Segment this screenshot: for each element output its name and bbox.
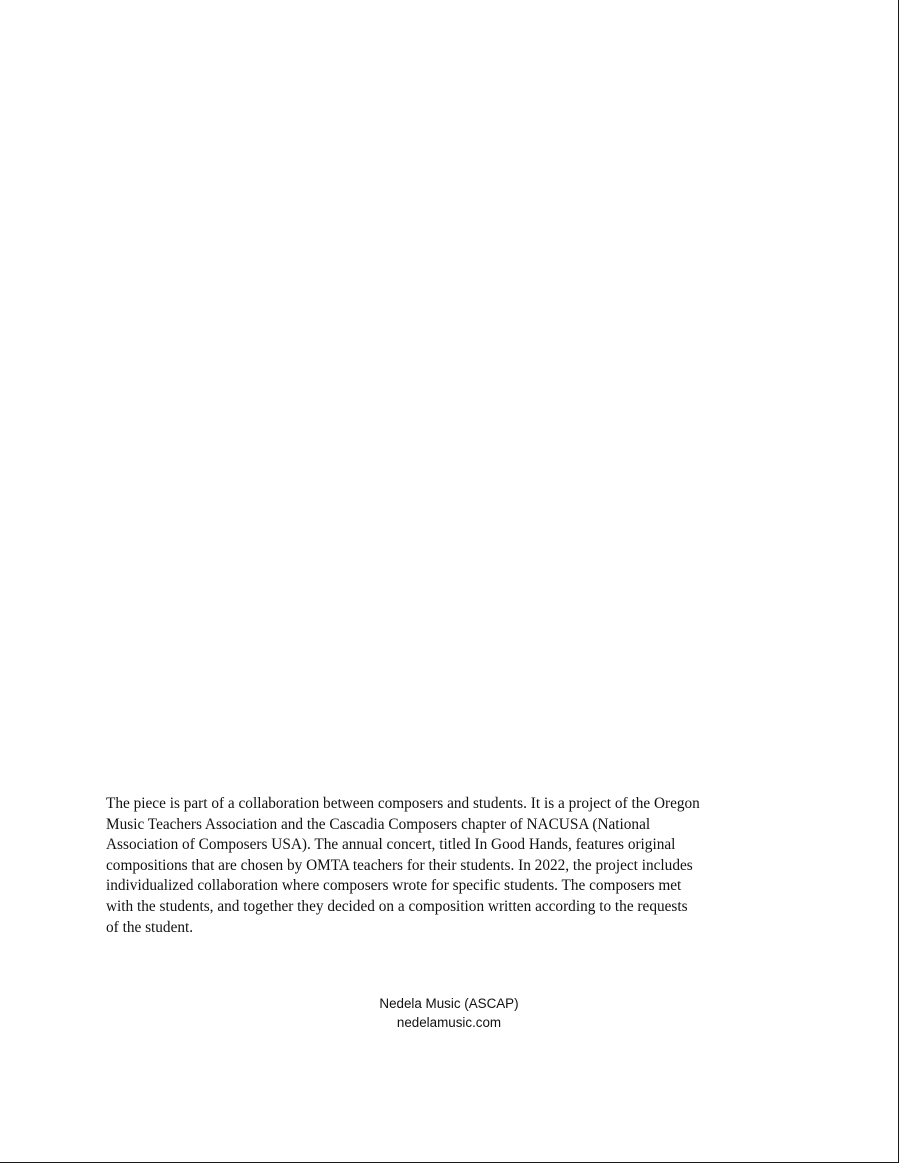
publisher-name: Nedela Music (ASCAP)	[379, 996, 519, 1011]
publisher-block	[0, 994, 898, 1032]
program-note-line: The piece is part of a collaboration between composers and students. It is a project of the Oregon	[106, 795, 700, 812]
program-note-line: Association of Composers USA). The annual concert, titled In Good Hands, features original	[106, 836, 676, 854]
program-note-line: of the student.	[106, 918, 194, 936]
program-note-line: individualized collaboration where composers wrote for specific students. The composers met	[106, 877, 682, 895]
program-note	[106, 794, 796, 938]
publisher-website: nedelamusic.com	[396, 1015, 502, 1030]
program-note-line: with the students, and together they decided on a composition written according to the requests	[106, 897, 688, 915]
program-note-line: Music Teachers Association and the Cascadia Composers chapter of NACUSA (National	[106, 815, 651, 833]
program-note-line: compositions that are chosen by OMTA teachers for their students. In 2022, the project includes	[106, 856, 693, 874]
